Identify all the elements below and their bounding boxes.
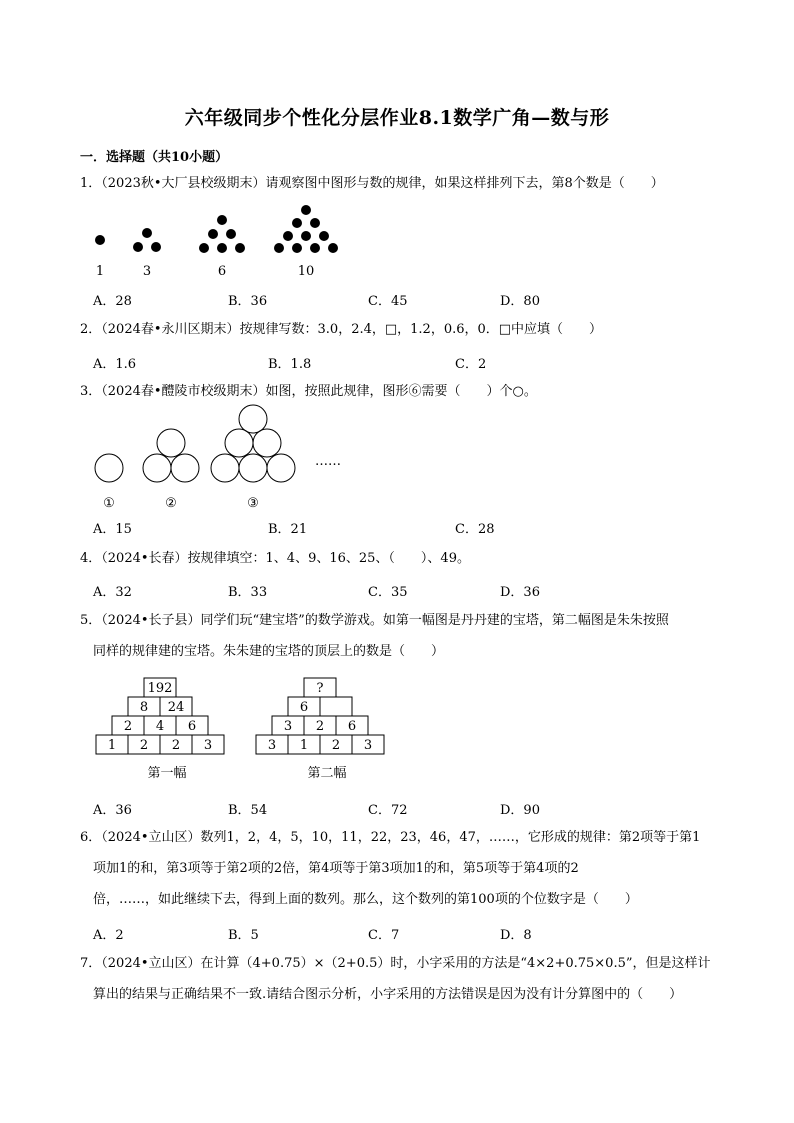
dot	[235, 243, 245, 253]
q3-option-c[interactable]: C．28	[455, 522, 495, 537]
q1-option-d[interactable]: D．80	[500, 294, 540, 309]
tower-2-caption: 第二幅	[307, 766, 347, 781]
question-7-line-1: 7．（2024•立山区）在计算（4+0.75）×（2+0.5）时，小字采用的方法是“4×2+0.75×0.5”，但是这样计	[80, 956, 711, 971]
circle	[95, 454, 123, 482]
dot	[328, 243, 338, 253]
tower-cell	[320, 697, 352, 716]
q5-tower-figure	[95, 676, 395, 786]
q4-option-a[interactable]: A．32	[93, 585, 132, 600]
figure-label: 1	[95, 264, 105, 279]
circle	[239, 405, 267, 433]
q6-option-c[interactable]: C．7	[368, 928, 400, 943]
tower-value: 4	[155, 719, 165, 734]
section-heading: 一．选择题（共10小题）	[80, 150, 229, 165]
dot	[208, 229, 218, 239]
tower-1-caption: 第一幅	[147, 766, 187, 781]
circle	[253, 429, 281, 457]
tower-value: 24	[167, 700, 185, 715]
circle	[171, 454, 199, 482]
q4-option-b[interactable]: B．33	[228, 585, 268, 600]
question-6-line-3: 倍，……，如此继续下去，得到上面的数列。那么，这个数列的第100项的个位数字是（ ）	[93, 892, 638, 907]
tower-value: 3	[267, 738, 277, 753]
dot	[142, 228, 152, 238]
dot	[217, 215, 227, 225]
page-title: 六年级同步个性化分层作业8.1数学广角—数与形	[184, 107, 610, 129]
q5-option-b[interactable]: B．54	[228, 803, 268, 818]
tower-value: 2	[171, 738, 181, 753]
q4-option-d[interactable]: D．36	[500, 585, 540, 600]
q5-option-d[interactable]: D．90	[500, 803, 540, 818]
q1-option-a[interactable]: A．28	[93, 294, 132, 309]
q6-option-b[interactable]: B．5	[228, 928, 259, 943]
circle	[143, 454, 171, 482]
ellipsis: ……	[315, 454, 341, 469]
dot	[226, 229, 236, 239]
figure-label: ①	[103, 496, 115, 511]
dot	[301, 231, 311, 241]
tower-value: 8	[139, 700, 149, 715]
figure-label: ②	[165, 496, 177, 511]
dot	[95, 235, 105, 245]
tower-value: 3	[363, 738, 373, 753]
circle	[157, 429, 185, 457]
q2-option-a[interactable]: A．1.6	[93, 357, 137, 372]
tower-value: 1	[107, 738, 117, 753]
question-4-text: 4．（2024•长春）按规律填空：1、4、9、16、25、（ ）、49。	[80, 551, 470, 566]
q5-option-a[interactable]: A．36	[93, 803, 132, 818]
tower-value: 2	[139, 738, 149, 753]
question-6-line-1: 6．（2024•立山区）数列1，2，4，5，10，11，22，23，46，47，……，它形成的规律：第2项等于第1	[80, 830, 701, 845]
figure-label: 3	[142, 264, 152, 279]
q1-option-c[interactable]: C．45	[368, 294, 408, 309]
dot	[319, 231, 329, 241]
question-1-text: 1．（2023秋•大厂县校级期末）请观察图中图形与数的规律，如果这样排列下去，第8个数是（ ）	[80, 176, 664, 191]
dot	[283, 231, 293, 241]
circle	[211, 454, 239, 482]
tower-value: ?	[316, 681, 324, 696]
question-2-text: 2．（2024春•永川区期末）按规律写数：3.0，2.4，□，1.2，0.6，0．□中应填（ ）	[80, 322, 603, 337]
question-3-text: 3．（2024春•醴陵市校级期末）如图，按照此规律，图形⑥需要（ ）个○。	[80, 384, 537, 399]
q6-option-d[interactable]: D．8	[500, 928, 532, 943]
q6-option-a[interactable]: A．2	[93, 928, 124, 943]
dot	[292, 243, 302, 253]
tower-value: 192	[147, 681, 173, 696]
dot	[274, 243, 284, 253]
dot	[292, 218, 302, 228]
tower-value: 6	[347, 719, 357, 734]
question-6-line-2: 项加1的和，第3项等于第2项的2倍，第4项等于第3项加1的和，第5项等于第4项的2	[93, 861, 579, 876]
question-5-line-2: 同样的规律建的宝塔。朱朱建的宝塔的顶层上的数是（ ）	[93, 644, 445, 659]
dot	[199, 243, 209, 253]
q5-option-c[interactable]: C．72	[368, 803, 408, 818]
circle	[267, 454, 295, 482]
question-7-line-2: 算出的结果与正确结果不一致.请结合图示分析，小字采用的方法错误是因为没有计分算图中的（ ）	[93, 987, 683, 1002]
figure-label: 6	[217, 264, 227, 279]
q3-option-b[interactable]: B．21	[268, 522, 308, 537]
tower-value: 6	[187, 719, 197, 734]
q1-option-b[interactable]: B．36	[228, 294, 268, 309]
dot	[301, 205, 311, 215]
question-5-line-1: 5．（2024•长子县）同学们玩“建宝塔”的数学游戏。如第一幅图是丹丹建的宝塔，第二幅图是朱朱按照	[80, 613, 669, 628]
q4-option-c[interactable]: C．35	[368, 585, 408, 600]
q3-circle-pattern-figure	[85, 402, 365, 518]
dot	[217, 243, 227, 253]
tower-value: 1	[299, 738, 309, 753]
dot	[310, 243, 320, 253]
dot	[310, 218, 320, 228]
figure-label: ③	[247, 496, 259, 511]
dot	[133, 242, 143, 252]
dot	[151, 242, 161, 252]
figure-label: 10	[297, 264, 315, 279]
tower-value: 2	[315, 719, 325, 734]
q1-dot-pattern-figure	[85, 200, 355, 280]
tower-value: 2	[123, 719, 133, 734]
circle	[225, 429, 253, 457]
q3-option-a[interactable]: A．15	[93, 522, 132, 537]
circle	[239, 454, 267, 482]
tower-value: 2	[331, 738, 341, 753]
tower-value: 3	[203, 738, 213, 753]
q2-option-b[interactable]: B．1.8	[268, 357, 312, 372]
tower-value: 3	[283, 719, 293, 734]
tower-value: 6	[299, 700, 309, 715]
q2-option-c[interactable]: C．2	[455, 357, 487, 372]
